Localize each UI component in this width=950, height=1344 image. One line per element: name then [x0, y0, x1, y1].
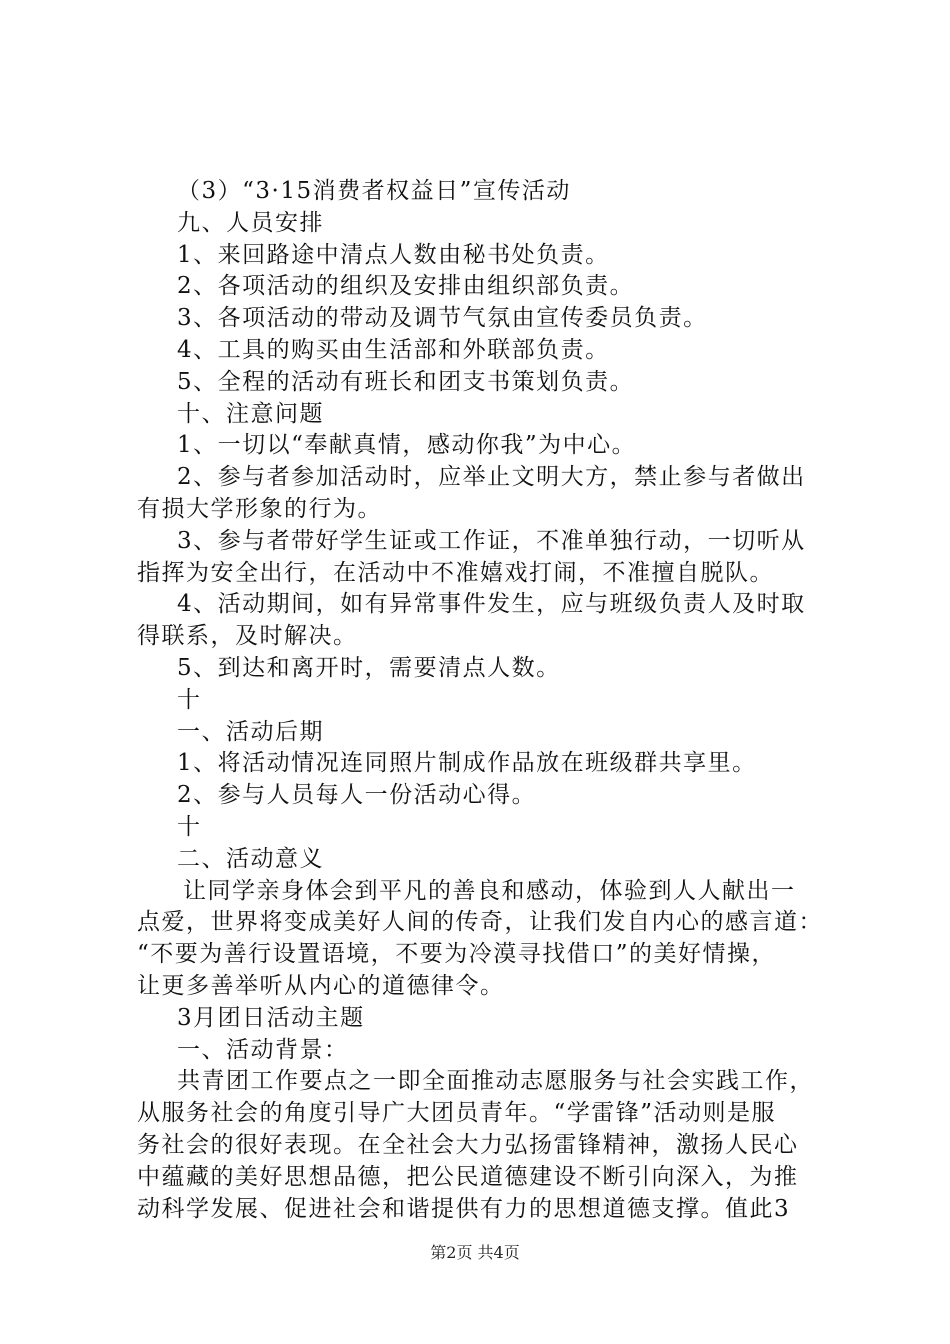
- section-heading: 十: [177, 686, 202, 713]
- section-heading: 二、活动意义: [177, 845, 324, 872]
- section-heading: 十、注意问题: [177, 400, 324, 427]
- text-line: 3、参与者带好学生证或工作证，不准单独行动，一切听从: [177, 527, 806, 554]
- text-line: 2、参与人员每人一份活动心得。: [177, 782, 537, 809]
- document-title: 3月团日活动主题: [177, 1004, 365, 1031]
- text-line: 得联系，及时解决。: [137, 623, 358, 650]
- text-line: 4、工具的购买由生活部和外联部负责。: [177, 336, 610, 363]
- text-line: 4、活动期间，如有异常事件发生，应与班级负责人及时取: [177, 591, 806, 618]
- text-line: 有损大学形象的行为。: [137, 495, 382, 522]
- text-line: 动科学发展、促进社会和谐提供有力的思想道德支撑。值此3: [137, 1195, 791, 1222]
- document-body: [137, 176, 837, 1225]
- text-line: 1、一切以“奉献真情，感动你我”为中心。: [177, 432, 637, 459]
- text-line: 共青团工作要点之一即全面推动志愿服务与社会实践工作，: [177, 1068, 814, 1095]
- text-line: （3）“3·15消费者权益日”宣传活动: [177, 178, 571, 204]
- section-heading: 十: [177, 813, 202, 840]
- text-line: 让更多善举听从内心的道德律令。: [137, 972, 505, 999]
- section-heading: 一、活动背景：: [177, 1036, 349, 1063]
- text-line: 5、到达和离开时，需要清点人数。: [177, 654, 561, 681]
- text-line: 3、各项活动的带动及调节气氛由宣传委员负责。: [177, 305, 708, 332]
- text-line: 1、来回路途中清点人数由秘书处负责。: [177, 241, 610, 268]
- page-footer: 第2页 共4页: [430, 1243, 520, 1262]
- text-line: 2、各项活动的组织及安排由组织部负责。: [177, 273, 635, 300]
- section-heading: 九、人员安排: [177, 209, 324, 236]
- text-line: 2、参与者参加活动时，应举止文明大方，禁止参与者做出: [177, 464, 806, 491]
- text-line: 务社会的很好表现。在全社会大力弘扬雷锋精神，激扬人民心: [137, 1131, 799, 1158]
- text-line: 从服务社会的角度引导广大团员青年。“学雷锋”活动则是服: [137, 1100, 777, 1127]
- text-line: “不要为善行设置语境，不要为冷漠寻找借口”的美好情操，: [137, 941, 777, 968]
- text-line: 让同学亲身体会到平凡的善良和感动，体验到人人献出一: [183, 877, 796, 904]
- text-line: 中蕴藏的美好思想品德，把公民道德建设不断引向深入，为推: [137, 1163, 799, 1190]
- text-line: 指挥为安全出行，在活动中不准嬉戏打闹，不准擅自脱队。: [137, 559, 774, 586]
- section-heading: 一、活动后期: [177, 718, 324, 745]
- text-line: 1、将活动情况连同照片制成作品放在班级群共享里。: [177, 750, 757, 777]
- text-line: 点爱，世界将变成美好人间的传奇，让我们发自内心的感言道：: [137, 909, 823, 936]
- text-line: 5、全程的活动有班长和团支书策划负责。: [177, 368, 635, 395]
